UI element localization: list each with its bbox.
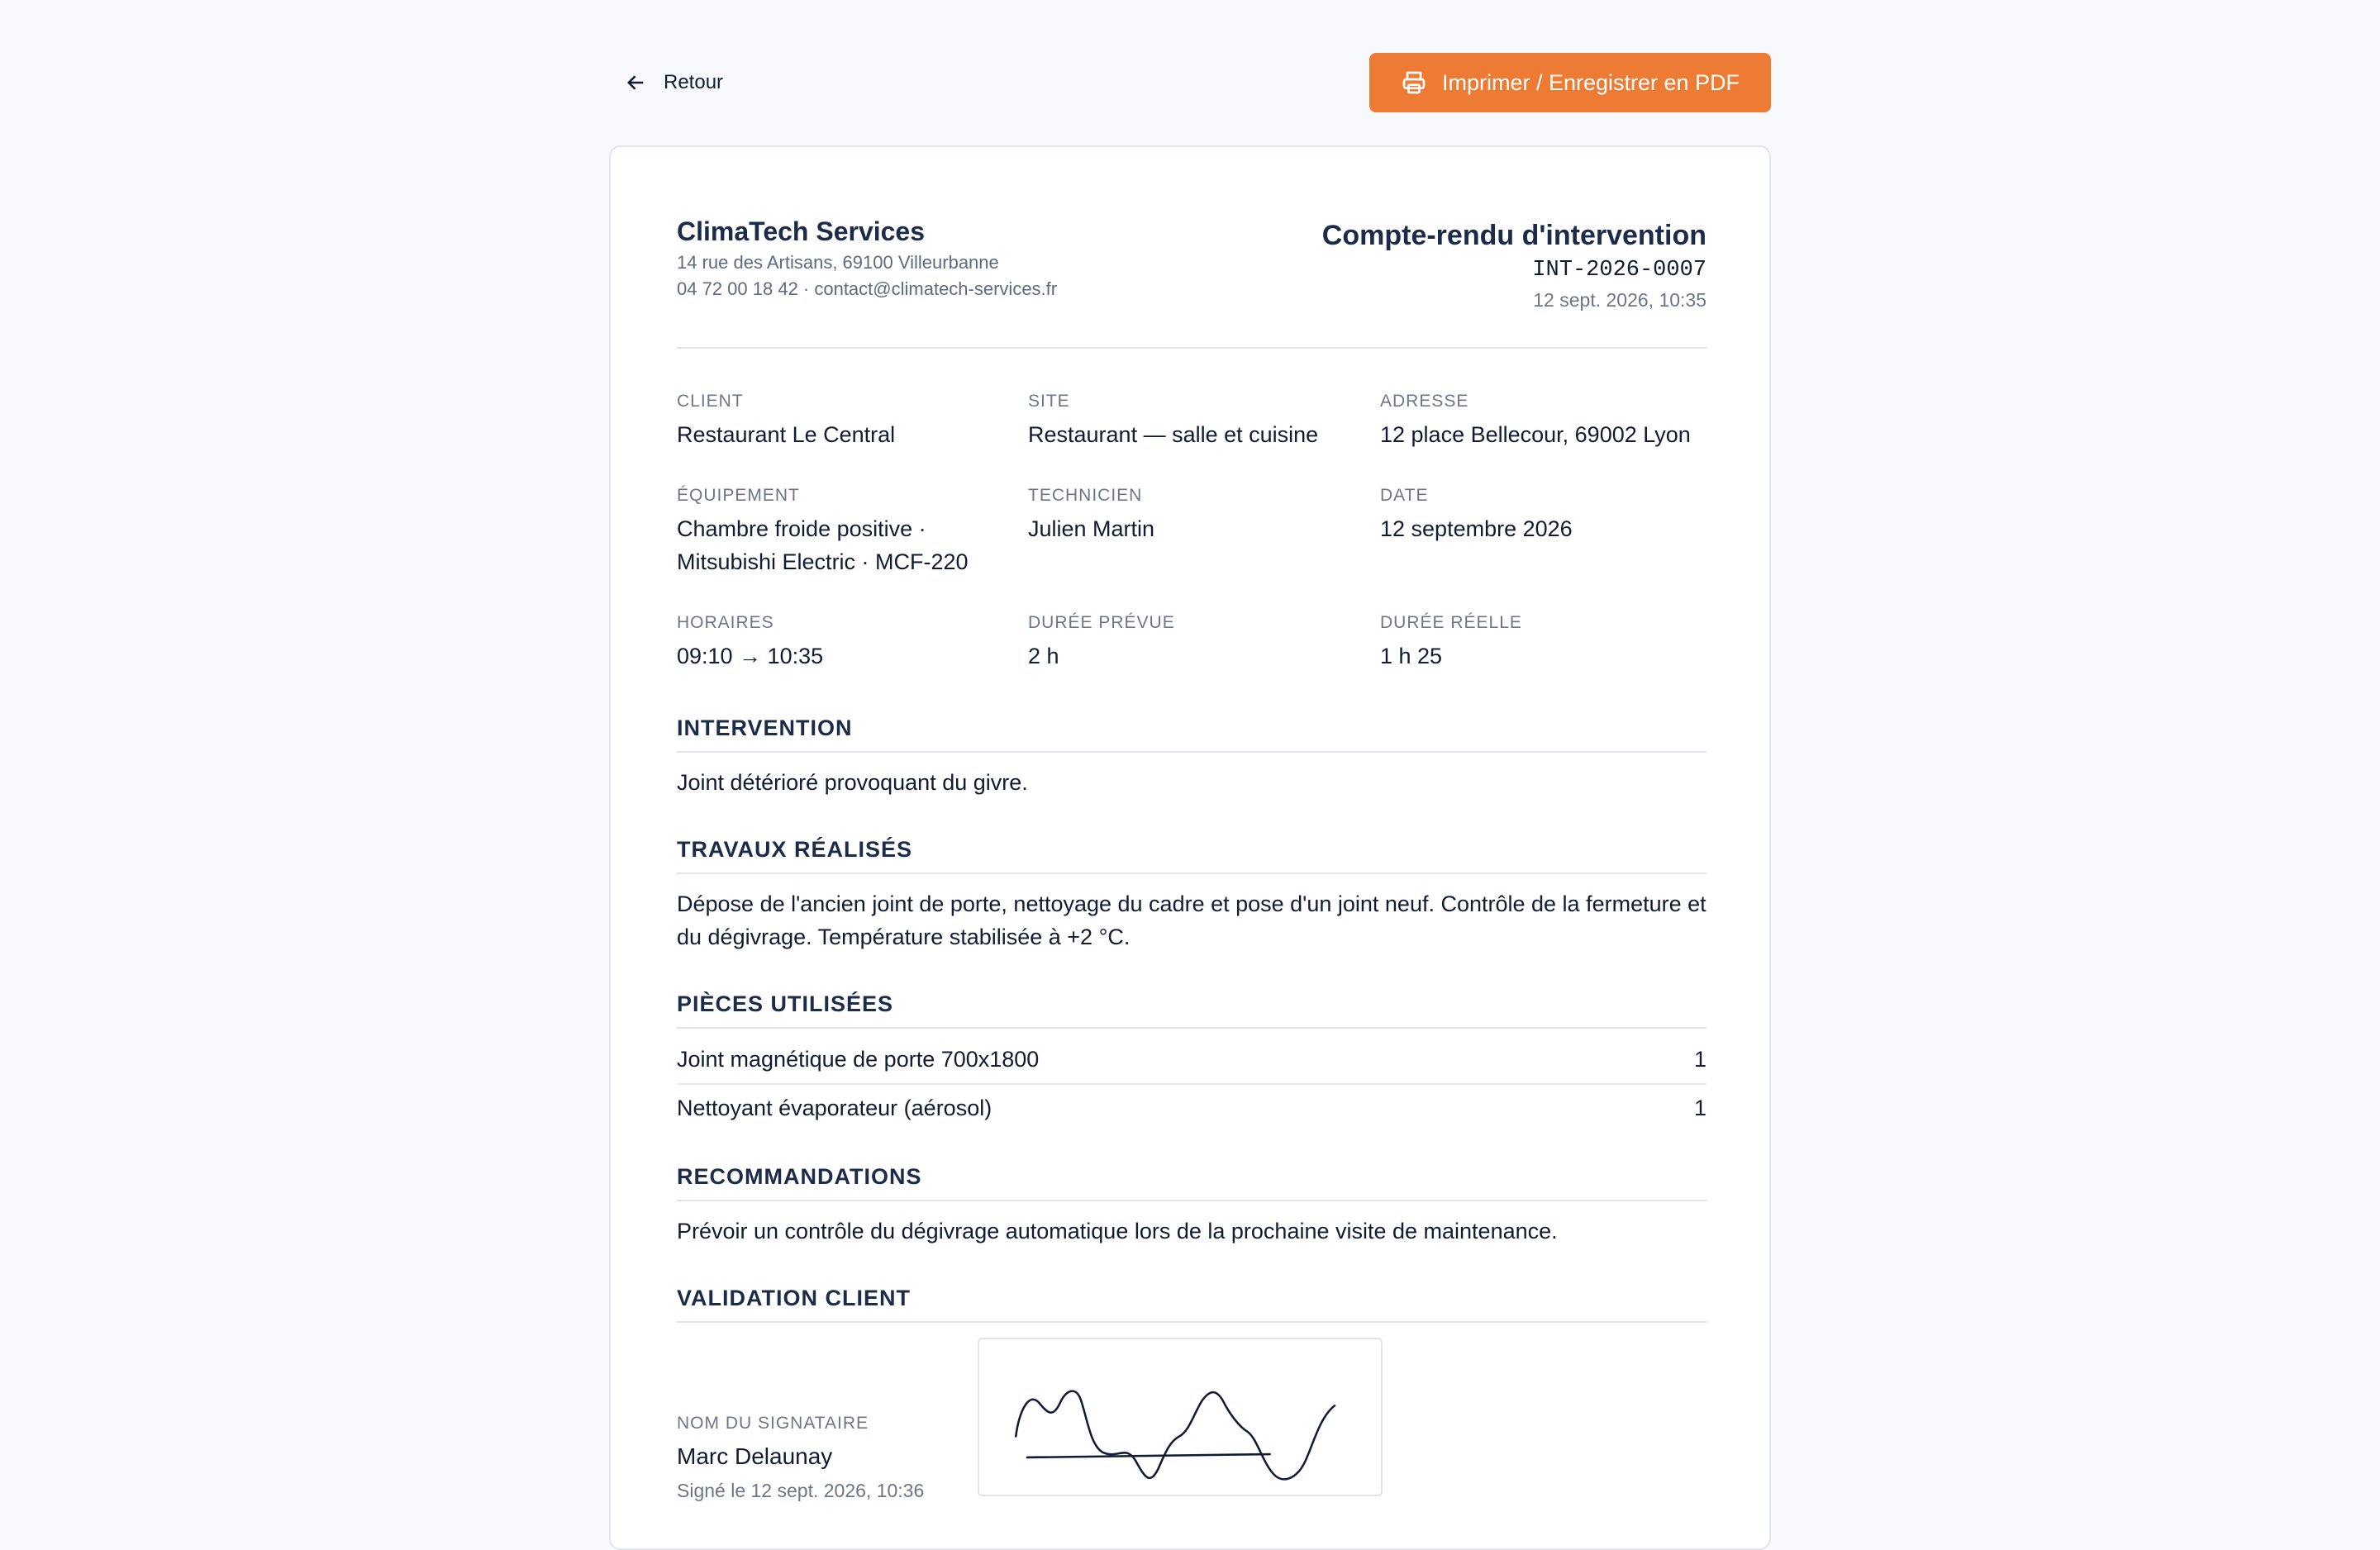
printer-icon <box>1401 69 1427 96</box>
field-value: 12 place Bellecour, 69002 Lyon <box>1380 422 1691 447</box>
signature-area <box>677 1338 1706 1511</box>
back-label: Retour <box>664 71 724 93</box>
company-block <box>677 213 1057 302</box>
document-title: Compte-rendu d'intervention <box>1321 220 1706 251</box>
field-label: SITE <box>1028 392 1070 411</box>
field-technician <box>1028 484 1380 578</box>
field-label: DURÉE RÉELLE <box>1380 613 1522 632</box>
back-button[interactable] <box>624 64 723 101</box>
field-label: ADRESSE <box>1380 392 1469 411</box>
part-quantity: 1 <box>1693 1046 1706 1072</box>
report-header <box>677 213 1706 349</box>
field-equipment <box>677 484 1028 578</box>
section-validation <box>677 1286 1706 1511</box>
section-text: Prévoir un contrôle du dégivrage automatique lors de la prochaine visite de maintenance. <box>677 1219 1558 1243</box>
field-value: 2 h <box>1028 644 1059 668</box>
arrow-left-icon <box>624 71 647 94</box>
field-date <box>1380 484 1706 578</box>
signature-drawing <box>979 1339 1381 1495</box>
top-bar <box>609 53 1771 112</box>
signer-name: Marc Delaunay <box>677 1443 833 1469</box>
field-label: TECHNICIEN <box>1028 486 1143 505</box>
document-block <box>1322 216 1706 314</box>
field-value: 09:10 → 10:35 <box>677 644 824 668</box>
section-recommendations <box>677 1164 1706 1248</box>
section-text: Joint détérioré provoquant du givre. <box>677 770 1028 795</box>
company-name: ClimaTech Services <box>677 216 926 246</box>
section-title: PIÈCES UTILISÉES <box>677 991 1706 1029</box>
field-label: DURÉE PRÉVUE <box>1028 613 1175 632</box>
company-address: 14 rue des Artisans, 69100 Villeurbanne <box>677 252 999 273</box>
field-value: Julien Martin <box>1028 516 1155 541</box>
section-intervention <box>677 716 1706 799</box>
print-pdf-label: Imprimer / Enregistrer en PDF <box>1441 69 1740 95</box>
field-client <box>677 390 1028 451</box>
signer-info <box>677 1412 924 1505</box>
field-label: CLIENT <box>677 392 744 411</box>
section-title: TRAVAUX RÉALISÉS <box>677 837 1706 874</box>
part-quantity: 1 <box>1693 1095 1706 1120</box>
field-value: Restaurant — salle et cuisine <box>1028 422 1319 447</box>
document-number: INT-2026-0007 <box>1532 258 1706 283</box>
list-item <box>677 1083 1706 1131</box>
field-site <box>1028 390 1380 451</box>
field-value: 1 h 25 <box>1380 644 1443 668</box>
report-card <box>609 145 1771 1550</box>
company-contact: 04 72 00 18 42 · contact@climatech-services.fr <box>677 278 1058 299</box>
parts-list <box>677 1035 1706 1131</box>
section-works <box>677 837 1706 953</box>
section-title: RECOMMANDATIONS <box>677 1164 1706 1201</box>
print-pdf-button[interactable] <box>1369 53 1771 112</box>
field-planned-duration <box>1028 611 1380 673</box>
signed-at: Signé le 12 sept. 2026, 10:36 <box>677 1480 925 1501</box>
field-label: ÉQUIPEMENT <box>677 486 800 505</box>
field-schedule <box>677 611 1028 673</box>
field-address <box>1380 390 1706 451</box>
field-label: HORAIRES <box>677 613 774 632</box>
field-value: 12 septembre 2026 <box>1380 516 1573 541</box>
report-body <box>677 213 1706 1511</box>
document-datetime: 12 sept. 2026, 10:35 <box>1533 289 1706 311</box>
field-value: Chambre froide positive · Mitsubishi Electric · MCF-220 <box>677 516 969 574</box>
signature-box <box>978 1338 1383 1496</box>
field-value: Restaurant Le Central <box>677 422 896 447</box>
section-parts <box>677 991 1706 1131</box>
info-fields <box>677 390 1706 673</box>
list-item <box>677 1035 1706 1083</box>
section-text: Dépose de l'ancien joint de porte, nettoyage du cadre et pose d'un joint neuf. Contrôle de la fermeture et du dégivrage. Température stabilisée à +2 °C. <box>677 891 1706 949</box>
field-actual-duration <box>1380 611 1706 673</box>
section-title: VALIDATION CLIENT <box>677 1286 1706 1323</box>
part-name: Nettoyant évaporateur (aérosol) <box>677 1095 992 1120</box>
signer-label: NOM DU SIGNATAIRE <box>677 1414 869 1433</box>
part-name: Joint magnétique de porte 700x1800 <box>677 1046 1040 1072</box>
section-title: INTERVENTION <box>677 716 1706 753</box>
field-label: DATE <box>1380 486 1429 505</box>
